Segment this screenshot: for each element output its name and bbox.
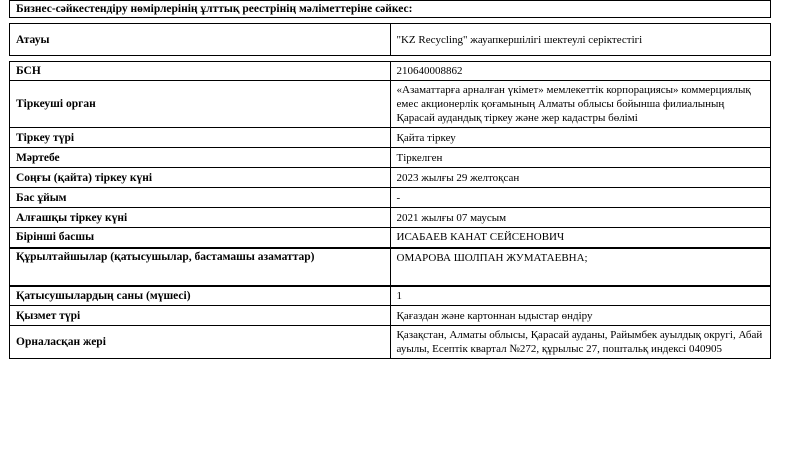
table-row: [10, 24, 771, 56]
table-row: [10, 326, 771, 359]
field-label: Құрылтайшылар (қатысушылар, бастамашы азаматтар): [10, 248, 391, 286]
field-label: БСН: [10, 62, 391, 81]
table-row: [10, 62, 771, 81]
registry-document: [9, 0, 771, 359]
field-value: ОМАРОВА ШОЛПАН ЖУМАТАЕВНА;: [390, 248, 771, 286]
field-label: Бірінші басшы: [10, 228, 391, 248]
field-label: Соңғы (қайта) тіркеу күні: [10, 168, 391, 188]
field-value: 210640008862: [390, 62, 771, 81]
table-row: [10, 188, 771, 208]
field-label: Тіркеуші орган: [10, 81, 391, 128]
table-row: [10, 286, 771, 306]
table-header: Бизнес-сәйкестендіру нөмірлерінің ұлттық реестрінің мәліметтеріне сәйкес:: [10, 1, 771, 18]
field-label: Алғашқы тіркеу күні: [10, 208, 391, 228]
field-value: ИСАБАЕВ КАНАТ СЕЙСЕНОВИЧ: [390, 228, 771, 248]
field-label: Қатысушылардың саны (мүшесі): [10, 286, 391, 306]
field-label: Мәртебе: [10, 148, 391, 168]
field-value: Қазақстан, Алматы облысы, Қарасай ауданы, Райымбек ауылдық округі, Абай ауылы, Есептік квартал №272, құрылыс 27, поштальқ индексі 040905: [390, 326, 771, 359]
field-value: 2021 жылғы 07 маусым: [390, 208, 771, 228]
table-row: [10, 168, 771, 188]
field-value: 1: [390, 286, 771, 306]
field-label: Қызмет түрі: [10, 306, 391, 326]
registry-table: [9, 0, 771, 359]
field-value: «Азаматтарға арналған үкімет» мемлекеттік корпорациясы» коммерциялық емес акционерлік қоғамының Алматы облысы бойынша филиалының Қарасай аудандық тіркеу және жер кадастры бөлімі: [390, 81, 771, 128]
field-value: "KZ Recycling" жауапкершілігі шектеулі серіктестігі: [390, 24, 771, 56]
table-row: [10, 208, 771, 228]
header-row: [10, 1, 771, 18]
field-value: Қағаздан және картоннан ыдыстар өндіру: [390, 306, 771, 326]
table-row: [10, 248, 771, 286]
table-row: [10, 306, 771, 326]
table-row: [10, 81, 771, 128]
field-label: Бас ұйым: [10, 188, 391, 208]
field-value: Қайта тіркеу: [390, 128, 771, 148]
table-row: [10, 128, 771, 148]
field-value: Тіркелген: [390, 148, 771, 168]
table-row: [10, 228, 771, 248]
field-label: Тіркеу түрі: [10, 128, 391, 148]
field-value: 2023 жылғы 29 желтоқсан: [390, 168, 771, 188]
table-row: [10, 148, 771, 168]
field-label: Атауы: [10, 24, 391, 56]
field-label: Орналасқан жері: [10, 326, 391, 359]
field-value: -: [390, 188, 771, 208]
